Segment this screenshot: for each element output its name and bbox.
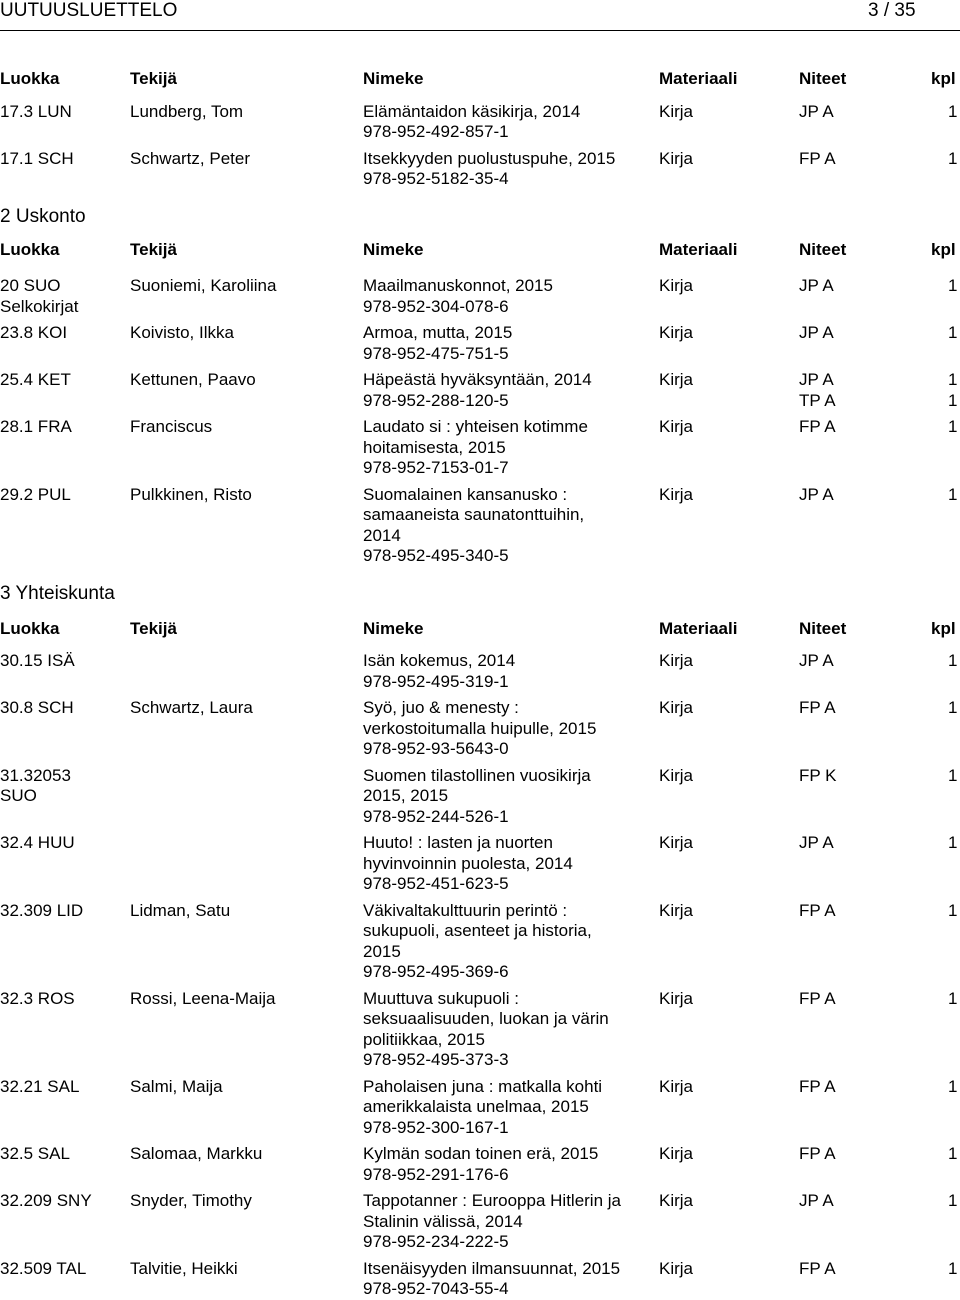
cell-nimeke-line: 978-952-495-373-3	[363, 1050, 509, 1069]
cell-luokka-line: 32.209 SNY	[0, 1191, 92, 1210]
column-header-materiaali: Materiaali	[659, 239, 738, 259]
document-header	[0, 0, 960, 31]
cell-luokka-line: 29.2 PUL	[0, 484, 71, 504]
cell-nimeke	[363, 417, 588, 479]
cell-materiaali: Kirja	[659, 323, 694, 342]
cell-nimeke-line: hoitamisesta, 2015	[363, 437, 506, 457]
cell-nimeke-line: Tappotanner : Eurooppa Hitlerin ja	[363, 1191, 621, 1210]
cell-luokka	[0, 102, 72, 123]
table-row	[0, 1259, 960, 1300]
cell-nimeke	[363, 833, 573, 895]
cell-niteet-line: TP A	[799, 390, 836, 410]
cell-nimeke-line: 978-952-492-857-1	[363, 122, 509, 141]
cell-luokka	[0, 370, 71, 391]
cell-luokka-line: 32.4 HUU	[0, 833, 75, 852]
cell-kpl	[948, 323, 957, 344]
cell-kpl	[948, 989, 957, 1010]
cell-materiaali: Kirja	[659, 765, 694, 785]
cell-luokka	[0, 323, 67, 344]
cell-luokka	[0, 485, 71, 506]
cell-nimeke-line: 978-952-495-369-6	[363, 962, 509, 981]
table-row	[0, 833, 960, 895]
cell-nimeke-line: Suomalainen kansanusko :	[363, 484, 568, 504]
cell-nimeke	[363, 989, 609, 1071]
cell-luokka-line: 32.5 SAL	[0, 1144, 70, 1163]
cell-kpl	[948, 901, 957, 922]
cell-nimeke-line: 2014	[363, 525, 401, 545]
cell-kpl-line: 1	[948, 101, 958, 121]
cell-nimeke-line: Kylmän sodan toinen erä, 2015	[363, 1144, 599, 1163]
cell-kpl	[948, 1259, 957, 1280]
cell-niteet	[799, 102, 834, 123]
cell-nimeke-line: 2015	[363, 941, 401, 961]
column-header-niteet: Niteet	[799, 69, 847, 88]
column-header-niteet: Niteet	[799, 239, 847, 259]
column-header-materiaali: Materiaali	[659, 618, 738, 638]
cell-materiaali: Kirja	[659, 370, 694, 389]
cell-niteet	[799, 833, 834, 854]
cell-tekija: Suoniemi, Karoliina	[130, 276, 277, 295]
cell-luokka-line: 17.1 SCH	[0, 148, 74, 168]
cell-nimeke-line: Väkivaltakulttuurin perintö :	[363, 900, 568, 920]
cell-niteet	[799, 901, 836, 922]
cell-luokka-line: 32.3 ROS	[0, 988, 75, 1008]
cell-materiaali: Kirja	[659, 276, 694, 295]
cell-materiaali: Kirja	[659, 651, 694, 670]
cell-nimeke	[363, 1077, 602, 1139]
cell-niteet-line: FP A	[799, 698, 836, 717]
column-header-nimeke: Nimeke	[363, 239, 424, 259]
cell-nimeke-line: 978-952-288-120-5	[363, 390, 509, 410]
cell-luokka-line: 30.15 ISÄ	[0, 651, 75, 670]
cell-nimeke-line: politiikkaa, 2015	[363, 1029, 485, 1049]
cell-nimeke-line: Elämäntaidon käsikirja, 2014	[363, 101, 581, 121]
cell-luokka-line: 31.32053	[0, 765, 71, 785]
table-row	[0, 323, 960, 364]
cell-niteet-line: FP K	[799, 765, 837, 785]
cell-niteet-line: FP A	[799, 1076, 836, 1096]
column-header-luokka: Luokka	[0, 239, 60, 259]
table-row	[0, 766, 960, 828]
cell-kpl	[948, 370, 957, 411]
column-header-row	[0, 240, 960, 261]
cell-luokka	[0, 651, 75, 672]
cell-luokka	[0, 698, 74, 719]
cell-luokka	[0, 901, 83, 922]
column-header-materiaali: Materiaali	[659, 69, 738, 88]
cell-niteet-line: JP A	[799, 651, 834, 670]
cell-tekija: Pulkkinen, Risto	[130, 484, 252, 504]
cell-niteet-line: FP A	[799, 1258, 836, 1278]
cell-niteet-line: JP A	[799, 1191, 834, 1210]
cell-luokka-line: 30.8 SCH	[0, 698, 74, 717]
section-1	[0, 69, 960, 190]
cell-tekija: Lidman, Satu	[130, 900, 231, 920]
cell-kpl	[948, 698, 957, 719]
cell-kpl-line: 1	[948, 698, 958, 717]
table-row	[0, 149, 960, 190]
cell-kpl	[948, 766, 957, 787]
cell-nimeke-line: Isän kokemus, 2014	[363, 651, 516, 670]
cell-niteet-line: FP A	[799, 900, 836, 920]
cell-luokka-line: 23.8 KOI	[0, 323, 68, 342]
cell-nimeke-line: 2015, 2015	[363, 786, 449, 805]
cell-kpl-line: 1	[948, 370, 958, 389]
table-row	[0, 1191, 960, 1253]
cell-nimeke	[363, 370, 592, 411]
cell-nimeke-line: amerikkalaista unelmaa, 2015	[363, 1097, 589, 1116]
cell-nimeke-line: Muuttuva sukupuoli :	[363, 988, 519, 1008]
cell-luokka	[0, 989, 75, 1010]
cell-kpl-line: 1	[948, 390, 958, 410]
table-body	[0, 651, 960, 1300]
cell-niteet	[799, 766, 836, 787]
table-row	[0, 370, 960, 411]
cell-niteet-line: FP A	[799, 417, 836, 436]
cell-materiaali: Kirja	[659, 484, 694, 504]
table-row	[0, 485, 960, 567]
page-number: 3 / 35	[868, 0, 916, 21]
column-header-kpl: kpl	[931, 239, 956, 259]
column-header-nimeke: Nimeke	[363, 618, 424, 638]
cell-tekija: Salomaa, Markku	[130, 1144, 263, 1163]
cell-nimeke-line: 978-952-234-222-5	[363, 1232, 509, 1251]
cell-kpl	[948, 1191, 957, 1212]
cell-nimeke-line: hyvinvoinnin puolesta, 2014	[363, 853, 573, 873]
cell-nimeke	[363, 651, 515, 692]
cell-tekija: Schwartz, Laura	[130, 698, 253, 717]
cell-kpl-line: 1	[948, 417, 958, 436]
cell-niteet-line: JP A	[799, 484, 834, 504]
table-row	[0, 276, 960, 317]
cell-nimeke-line: 978-952-300-167-1	[363, 1117, 509, 1137]
cell-luokka-line: 17.3 LUN	[0, 101, 72, 121]
table-row	[0, 1144, 960, 1185]
cell-niteet	[799, 1259, 836, 1280]
table-body	[0, 102, 960, 190]
cell-nimeke-line: verkostoitumalla huipulle, 2015	[363, 718, 597, 738]
cell-luokka	[0, 1144, 70, 1165]
cell-kpl	[948, 102, 957, 123]
cell-niteet-line: FP A	[799, 988, 836, 1008]
section-title: 2 Uskonto	[0, 205, 86, 227]
cell-kpl	[948, 1144, 957, 1165]
cell-nimeke-line: 978-952-244-526-1	[363, 806, 509, 826]
cell-nimeke	[363, 698, 596, 760]
cell-nimeke-line: 978-952-495-319-1	[363, 671, 509, 691]
cell-nimeke-line: sukupuoli, asenteet ja historia,	[363, 921, 592, 940]
table-row	[0, 989, 960, 1071]
cell-luokka-line: 25.4 KET	[0, 370, 71, 389]
table-row	[0, 1077, 960, 1139]
cell-materiaali: Kirja	[659, 1258, 694, 1278]
cell-niteet	[799, 1191, 834, 1212]
cell-niteet	[799, 989, 836, 1010]
cell-materiaali: Kirja	[659, 417, 694, 436]
cell-luokka-line: 32.21 SAL	[0, 1076, 80, 1096]
cell-luokka-line: Selkokirjat	[0, 296, 79, 316]
cell-nimeke-line: Stalinin välissä, 2014	[363, 1211, 523, 1231]
cell-nimeke-line: Suomen tilastollinen vuosikirja	[363, 765, 591, 785]
cell-nimeke	[363, 1144, 598, 1185]
cell-niteet	[799, 417, 836, 438]
cell-nimeke-line: 978-952-495-340-5	[363, 546, 509, 565]
cell-luokka	[0, 417, 72, 438]
cell-luokka	[0, 1191, 92, 1212]
cell-kpl	[948, 833, 957, 854]
cell-tekija: Franciscus	[130, 417, 213, 436]
column-header-niteet: Niteet	[799, 618, 847, 638]
column-header-row	[0, 69, 960, 90]
cell-kpl	[948, 417, 957, 438]
section-2	[0, 240, 960, 567]
cell-nimeke	[363, 901, 592, 983]
cell-niteet-line: JP A	[799, 101, 834, 121]
cell-luokka	[0, 1077, 79, 1098]
cell-nimeke-line: Häpeästä hyväksyntään, 2014	[363, 370, 592, 389]
cell-nimeke-line: 978-952-291-176-6	[363, 1164, 509, 1184]
column-header-nimeke: Nimeke	[363, 69, 424, 88]
cell-niteet-line: JP A	[799, 833, 834, 852]
cell-materiaali: Kirja	[659, 900, 694, 920]
cell-nimeke-line: Armoa, mutta, 2015	[363, 323, 513, 342]
cell-tekija: Koivisto, Ilkka	[130, 323, 234, 342]
cell-luokka-line: 32.509 TAL	[0, 1258, 87, 1278]
cell-niteet-line: JP A	[799, 276, 834, 295]
cell-niteet-line: JP A	[799, 370, 834, 389]
cell-luokka-line: 28.1 FRA	[0, 417, 72, 436]
cell-luokka-line: 32.309 LID	[0, 900, 84, 920]
cell-kpl-line: 1	[948, 900, 958, 920]
cell-materiaali: Kirja	[659, 1191, 694, 1210]
cell-kpl-line: 1	[948, 1258, 958, 1278]
cell-kpl	[948, 651, 957, 672]
cell-nimeke-line: Itsekkyyden puolustuspuhe, 2015	[363, 148, 616, 168]
cell-nimeke-line: 978-952-304-078-6	[363, 296, 509, 316]
cell-kpl	[948, 485, 957, 506]
cell-niteet	[799, 485, 834, 506]
cell-materiaali: Kirja	[659, 148, 694, 168]
cell-materiaali: Kirja	[659, 1076, 694, 1096]
cell-nimeke	[363, 766, 591, 828]
cell-nimeke-line: 978-952-7153-01-7	[363, 458, 509, 477]
column-header-tekija: Tekijä	[130, 239, 177, 259]
cell-luokka	[0, 149, 74, 170]
table-row	[0, 417, 960, 479]
cell-niteet	[799, 370, 836, 411]
column-header-row	[0, 619, 960, 640]
section-title: 3 Yhteiskunta	[0, 582, 115, 604]
cell-kpl-line: 1	[948, 1076, 958, 1096]
cell-nimeke-line: Paholaisen juna : matkalla kohti	[363, 1076, 603, 1096]
cell-luokka-line: 20 SUO	[0, 276, 61, 295]
cell-niteet-line: JP A	[799, 323, 834, 342]
cell-luokka	[0, 276, 78, 317]
cell-nimeke-line: Itsenäisyyden ilmansuunnat, 2015	[363, 1258, 621, 1278]
cell-niteet	[799, 149, 836, 170]
cell-tekija: Kettunen, Paavo	[130, 370, 256, 389]
cell-kpl-line: 1	[948, 988, 958, 1008]
cell-kpl-line: 1	[948, 484, 958, 504]
section-3	[0, 619, 960, 1300]
cell-nimeke	[363, 485, 584, 567]
cell-tekija: Schwartz, Peter	[130, 148, 250, 168]
cell-nimeke	[363, 1259, 620, 1300]
column-header-kpl: kpl	[931, 69, 956, 88]
cell-kpl-line: 1	[948, 1191, 958, 1210]
document-title: UUTUUSLUETTELO	[0, 0, 178, 21]
cell-nimeke	[363, 276, 553, 317]
cell-materiaali: Kirja	[659, 833, 694, 852]
column-header-tekija: Tekijä	[130, 69, 177, 88]
cell-materiaali: Kirja	[659, 101, 694, 121]
cell-niteet	[799, 276, 834, 297]
cell-nimeke-line: 978-952-5182-35-4	[363, 169, 509, 188]
cell-kpl-line: 1	[948, 765, 958, 785]
column-header-luokka: Luokka	[0, 69, 60, 88]
cell-kpl-line: 1	[948, 148, 958, 168]
cell-tekija: Snyder, Timothy	[130, 1191, 252, 1210]
cell-nimeke-line: 978-952-451-623-5	[363, 874, 509, 893]
cell-nimeke-line: Laudato si : yhteisen kotimme	[363, 417, 588, 436]
cell-niteet	[799, 651, 834, 672]
cell-luokka-line: SUO	[0, 786, 37, 805]
cell-nimeke-line: seksuaalisuuden, luokan ja värin	[363, 1009, 609, 1028]
cell-kpl-line: 1	[948, 833, 958, 852]
table-row	[0, 901, 960, 983]
cell-niteet-line: FP A	[799, 148, 836, 168]
cell-niteet	[799, 323, 834, 344]
table-row	[0, 102, 960, 143]
cell-luokka	[0, 766, 71, 807]
cell-tekija: Lundberg, Tom	[130, 101, 244, 121]
cell-kpl-line: 1	[948, 1144, 958, 1163]
cell-kpl-line: 1	[948, 651, 958, 670]
table-row	[0, 651, 960, 692]
cell-tekija: Rossi, Leena-Maija	[130, 988, 276, 1008]
column-header-tekija: Tekijä	[130, 618, 177, 638]
cell-kpl	[948, 1077, 957, 1098]
cell-materiaali: Kirja	[659, 1144, 694, 1163]
cell-luokka	[0, 1259, 86, 1280]
cell-nimeke-line: 978-952-475-751-5	[363, 343, 509, 363]
cell-niteet	[799, 1144, 836, 1165]
cell-nimeke-line: Maailmanuskonnot, 2015	[363, 276, 553, 295]
cell-nimeke-line: 978-952-93-5643-0	[363, 739, 509, 758]
table-row	[0, 698, 960, 760]
cell-nimeke-line: Huuto! : lasten ja nuorten	[363, 833, 553, 852]
cell-tekija: Talvitie, Heikki	[130, 1258, 238, 1278]
cell-nimeke	[363, 149, 615, 190]
cell-luokka	[0, 833, 75, 854]
column-header-kpl: kpl	[931, 618, 956, 638]
cell-kpl	[948, 276, 957, 297]
cell-nimeke-line: 978-952-7043-55-4	[363, 1279, 509, 1298]
cell-nimeke-line: samaaneista saunatonttuihin,	[363, 505, 585, 524]
cell-tekija: Salmi, Maija	[130, 1076, 223, 1096]
cell-materiaali: Kirja	[659, 698, 694, 717]
table-body	[0, 276, 960, 567]
cell-materiaali: Kirja	[659, 988, 694, 1008]
column-header-luokka: Luokka	[0, 618, 60, 638]
cell-nimeke	[363, 102, 580, 143]
cell-niteet	[799, 698, 836, 719]
cell-nimeke	[363, 1191, 621, 1253]
cell-niteet	[799, 1077, 836, 1098]
cell-niteet-line: FP A	[799, 1144, 836, 1163]
cell-kpl	[948, 149, 957, 170]
cell-kpl-line: 1	[948, 323, 958, 342]
cell-nimeke	[363, 323, 512, 364]
cell-nimeke-line: Syö, juo & menesty :	[363, 698, 519, 717]
cell-kpl-line: 1	[948, 276, 958, 295]
